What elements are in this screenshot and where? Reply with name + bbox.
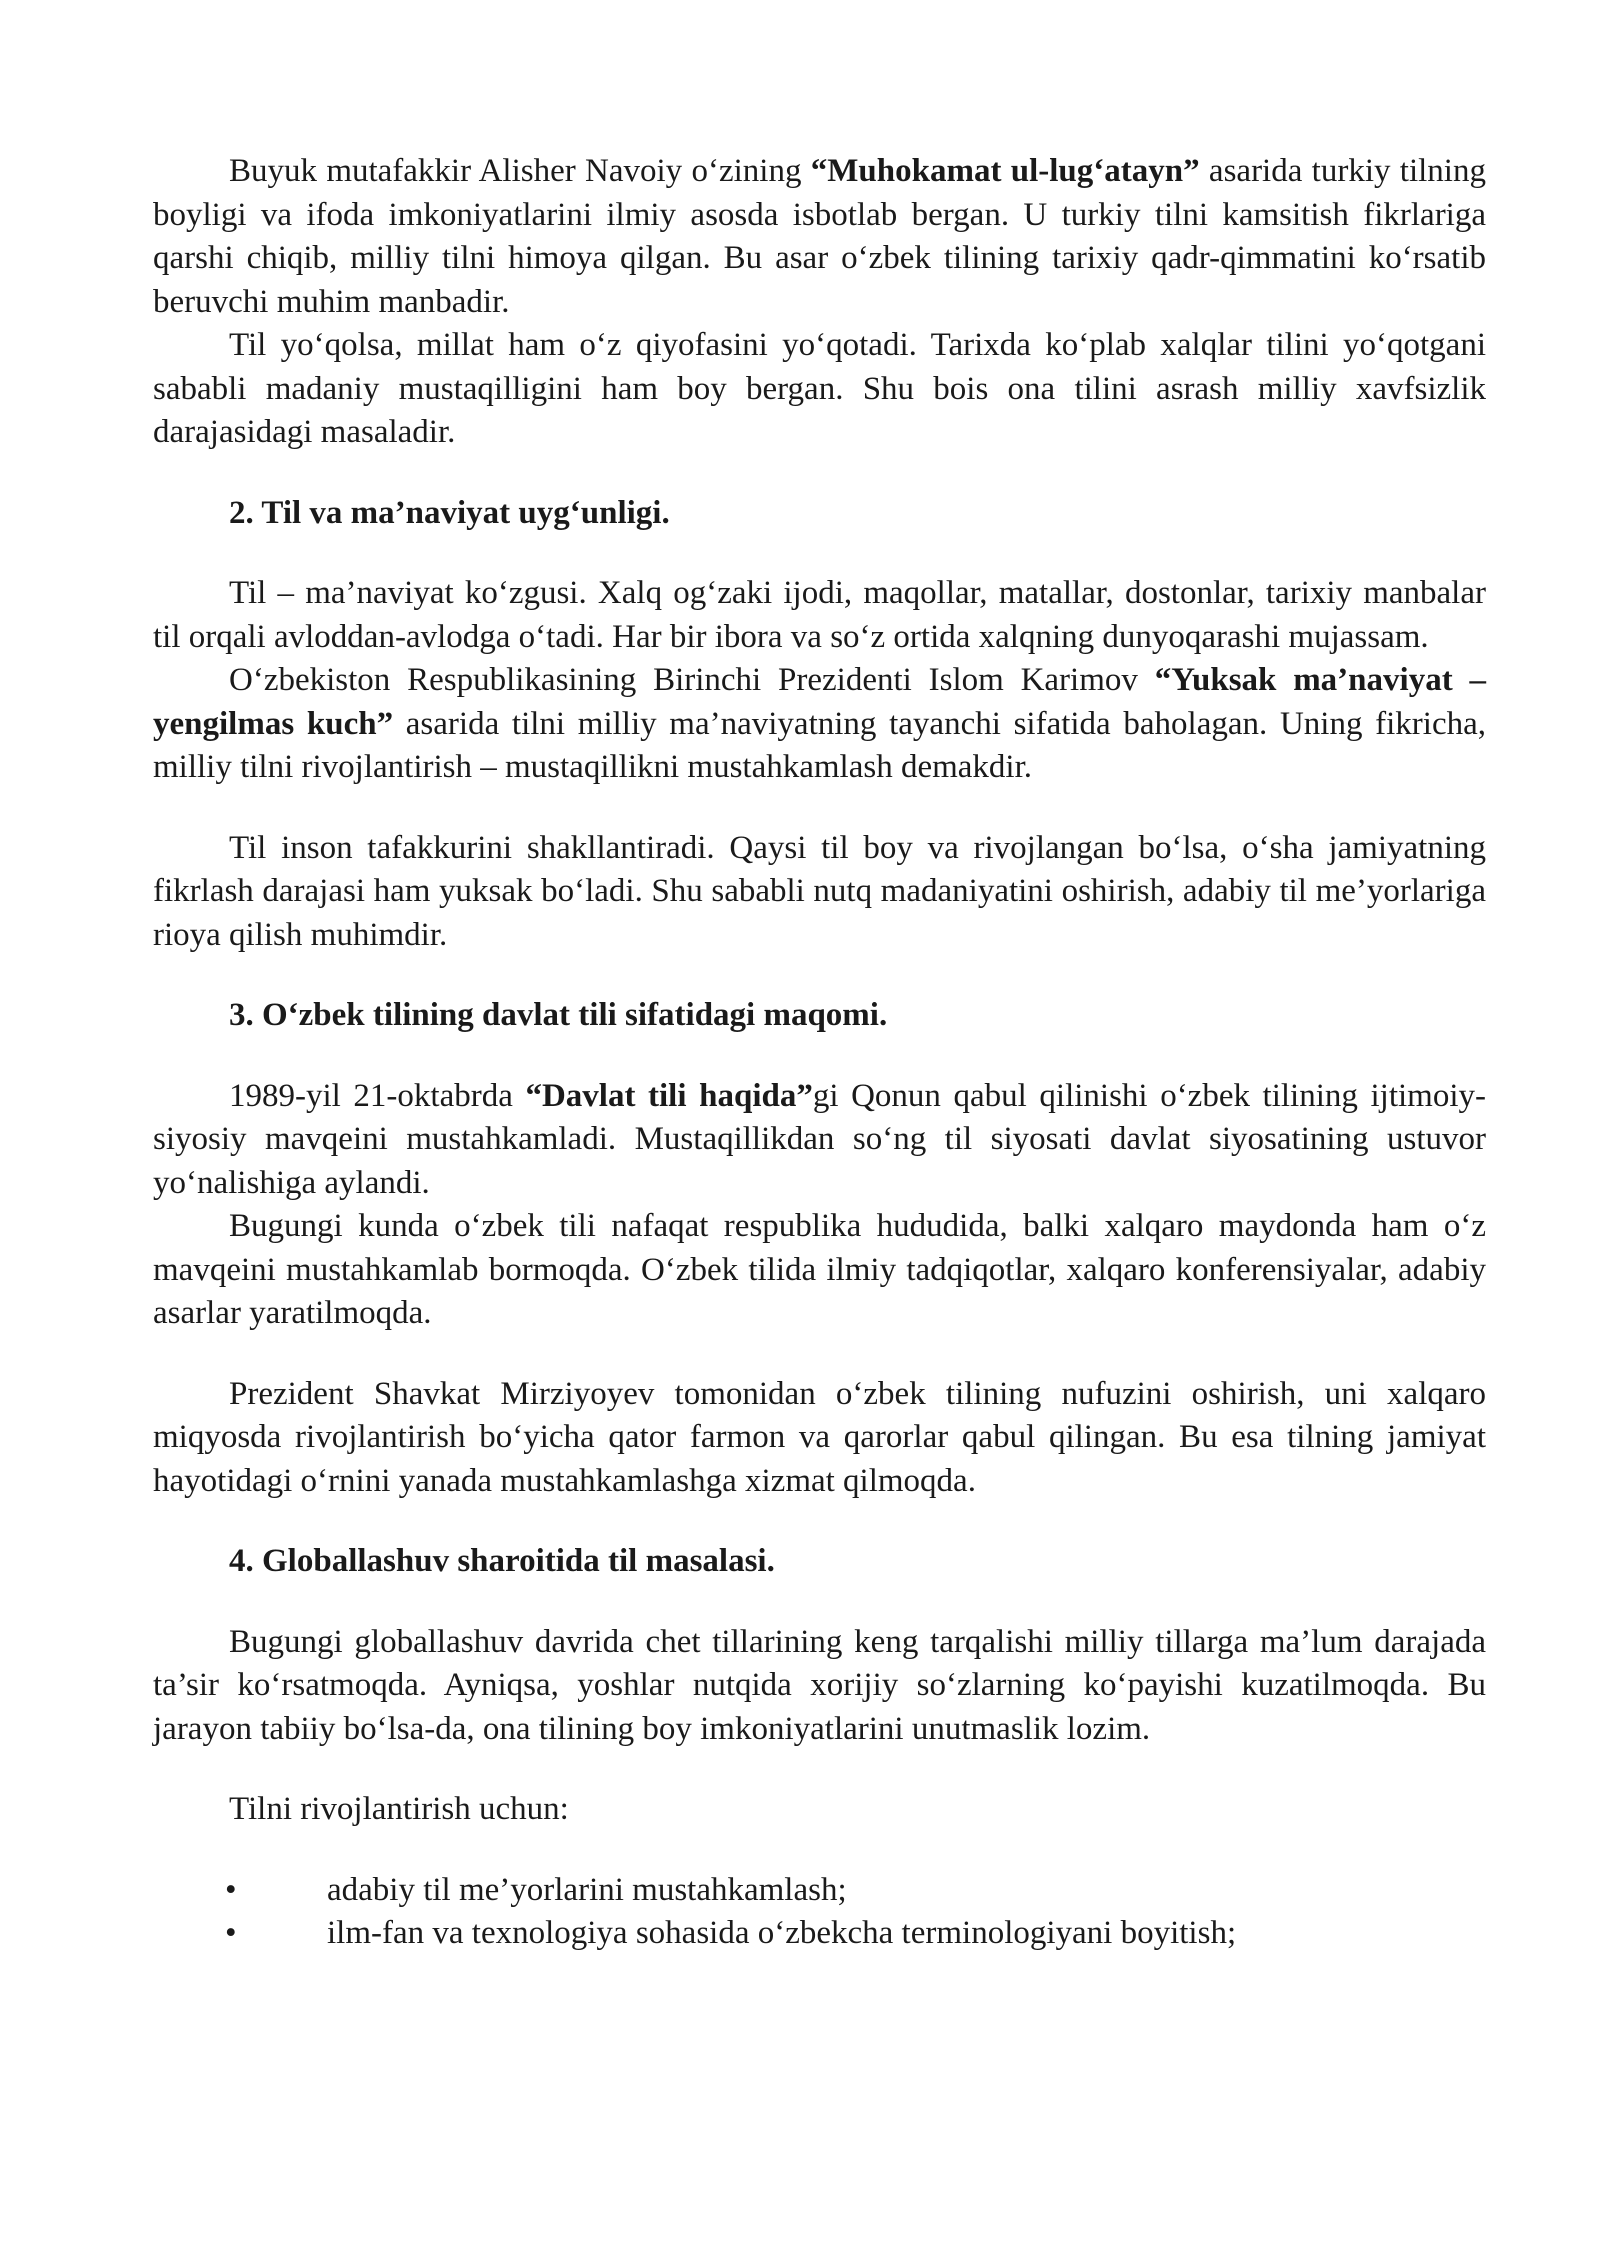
list-item: • ilm-fan va texnologiya sohasida o‘zbekcha terminologiyani boyitish; bbox=[153, 1912, 1486, 1956]
list-item: • adabiy til me’yorlarini mustahkamlash; bbox=[153, 1869, 1486, 1913]
paragraph-karimov: O‘zbekiston Respublikasining Birinchi Prezidenti Islom Karimov “Yuksak ma’naviyat – yengilmas kuch” asarida tilni milliy ma’naviyatning tayanchi sifatida baholagan. Uning fikricha, milliy tilni rivojlantirish – mustaqillikni mustahkamlash demakdir. bbox=[153, 662, 1486, 785]
section-heading-2: 2. Til va ma’naviyat uyg‘unligi. bbox=[229, 494, 670, 531]
section-heading-3: 3. O‘zbek tilining davlat tili sifatidagi maqomi. bbox=[229, 997, 888, 1033]
paragraph-thinking: Til inson tafakkurini shakllantiradi. Qaysi til boy va rivojlangan bo‘lsa, o‘sha jamiyatning fikrlash darajasi ham yuksak bo‘ladi. Shu sababli nutq madaniyatini oshirish, adabiy til me’yorlariga rioya qilish muhimdir. bbox=[153, 829, 1486, 953]
bullet-icon: • bbox=[225, 1915, 237, 1951]
paragraph-president: Prezident Shavkat Mirziyoyev tomonidan o‘zbek tilining nufuzini oshirish, uni xalqaro miqyosda rivojlantirish bo‘yicha qator farmon va qarorlar qabul qilingan. Bu esa tilning jamiyat hayotidagi o‘rnini yanada mustahkamlashga xizmat qilmoqda. bbox=[153, 1375, 1486, 1499]
paragraph-mirror: Til – ma’naviyat ko‘zgusi. Xalq og‘zaki ijodi, maqollar, matallar, dostonlar, tarixiy manbalar til orqali avloddan-avlodga o‘tadi. Har bir ibora va so‘z ortida xalqning dunyoqarashi mujassam. bbox=[153, 575, 1486, 655]
bullet-icon: • bbox=[225, 1871, 237, 1908]
document-page bbox=[153, 150, 1486, 1956]
law-title: “Davlat tili haqida” bbox=[525, 1077, 813, 1114]
paragraph-language-loss: Til yo‘qolsa, millat ham o‘z qiyofasini yo‘qotadi. Tarixda ko‘plab xalqlar tilini yo‘qotgani sababli madaniy mustaqilligini ham boy bergan. Shu bois ona tilini asrash milliy xavfsizlik darajasidagi masaladir. bbox=[153, 327, 1486, 450]
section-heading-4: 4. Globallashuv sharoitida til masalasi. bbox=[229, 1543, 775, 1579]
paragraph-state-law: 1989-yil 21-oktabrda “Davlat tili haqida”gi Qonun qabul qilinishi o‘zbek tilining ijtimoiy-siyosiy mavqeini mustahkamladi. Mustaqillikdan so‘ng til siyosati davlat siyosatining ustuvor yo‘nalishiga aylandi. bbox=[153, 1077, 1486, 1201]
bullet-list bbox=[153, 1869, 1486, 1956]
book-title-muhokamat: “Muhokamat ul-lug‘atayn” bbox=[810, 153, 1200, 189]
paragraph-navoiy: Buyuk mutafakkir Alisher Navoiy o‘zining “Muhokamat ul-lug‘atayn” asarida turkiy tilning boyligi va ifoda imkoniyatlarini ilmiy asosda isbotlab bergan. U turkiy tilni kamsitish fikrlariga qarshi chiqib, milliy tilni himoya qilgan. Bu asar o‘zbek tilining tarixiy qadr-qimmatini ko‘rsatib beruvchi muhim manbadir. bbox=[153, 153, 1486, 320]
paragraph-globalization: Bugungi globallashuv davrida chet tillarining keng tarqalishi milliy tillarga ma’lum darajada ta’sir ko‘rsatmoqda. Ayniqsa, yoshlar nutqida xorijiy so‘zlarning ko‘payishi kuzatilmoqda. Bu jarayon tabiiy bo‘lsa-da, ona tilining boy imkoniyatlarini unutmaslik lozim. bbox=[153, 1623, 1486, 1747]
paragraph-international: Bugungi kunda o‘zbek tili nafaqat respublika hududida, balki xalqaro maydonda ham o‘z mavqeini mustahkamlab bormoqda. O‘zbek tilida ilmiy tadqiqotlar, xalqaro konferensiyalar, adabiy asarlar yaratilmoqda. bbox=[153, 1208, 1486, 1331]
book-title-yuksak: “Yuksak ma’naviyat – yengilmas kuch” bbox=[153, 662, 1486, 742]
paragraph-list-intro: Tilni rivojlantirish uchun: bbox=[229, 1791, 569, 1827]
